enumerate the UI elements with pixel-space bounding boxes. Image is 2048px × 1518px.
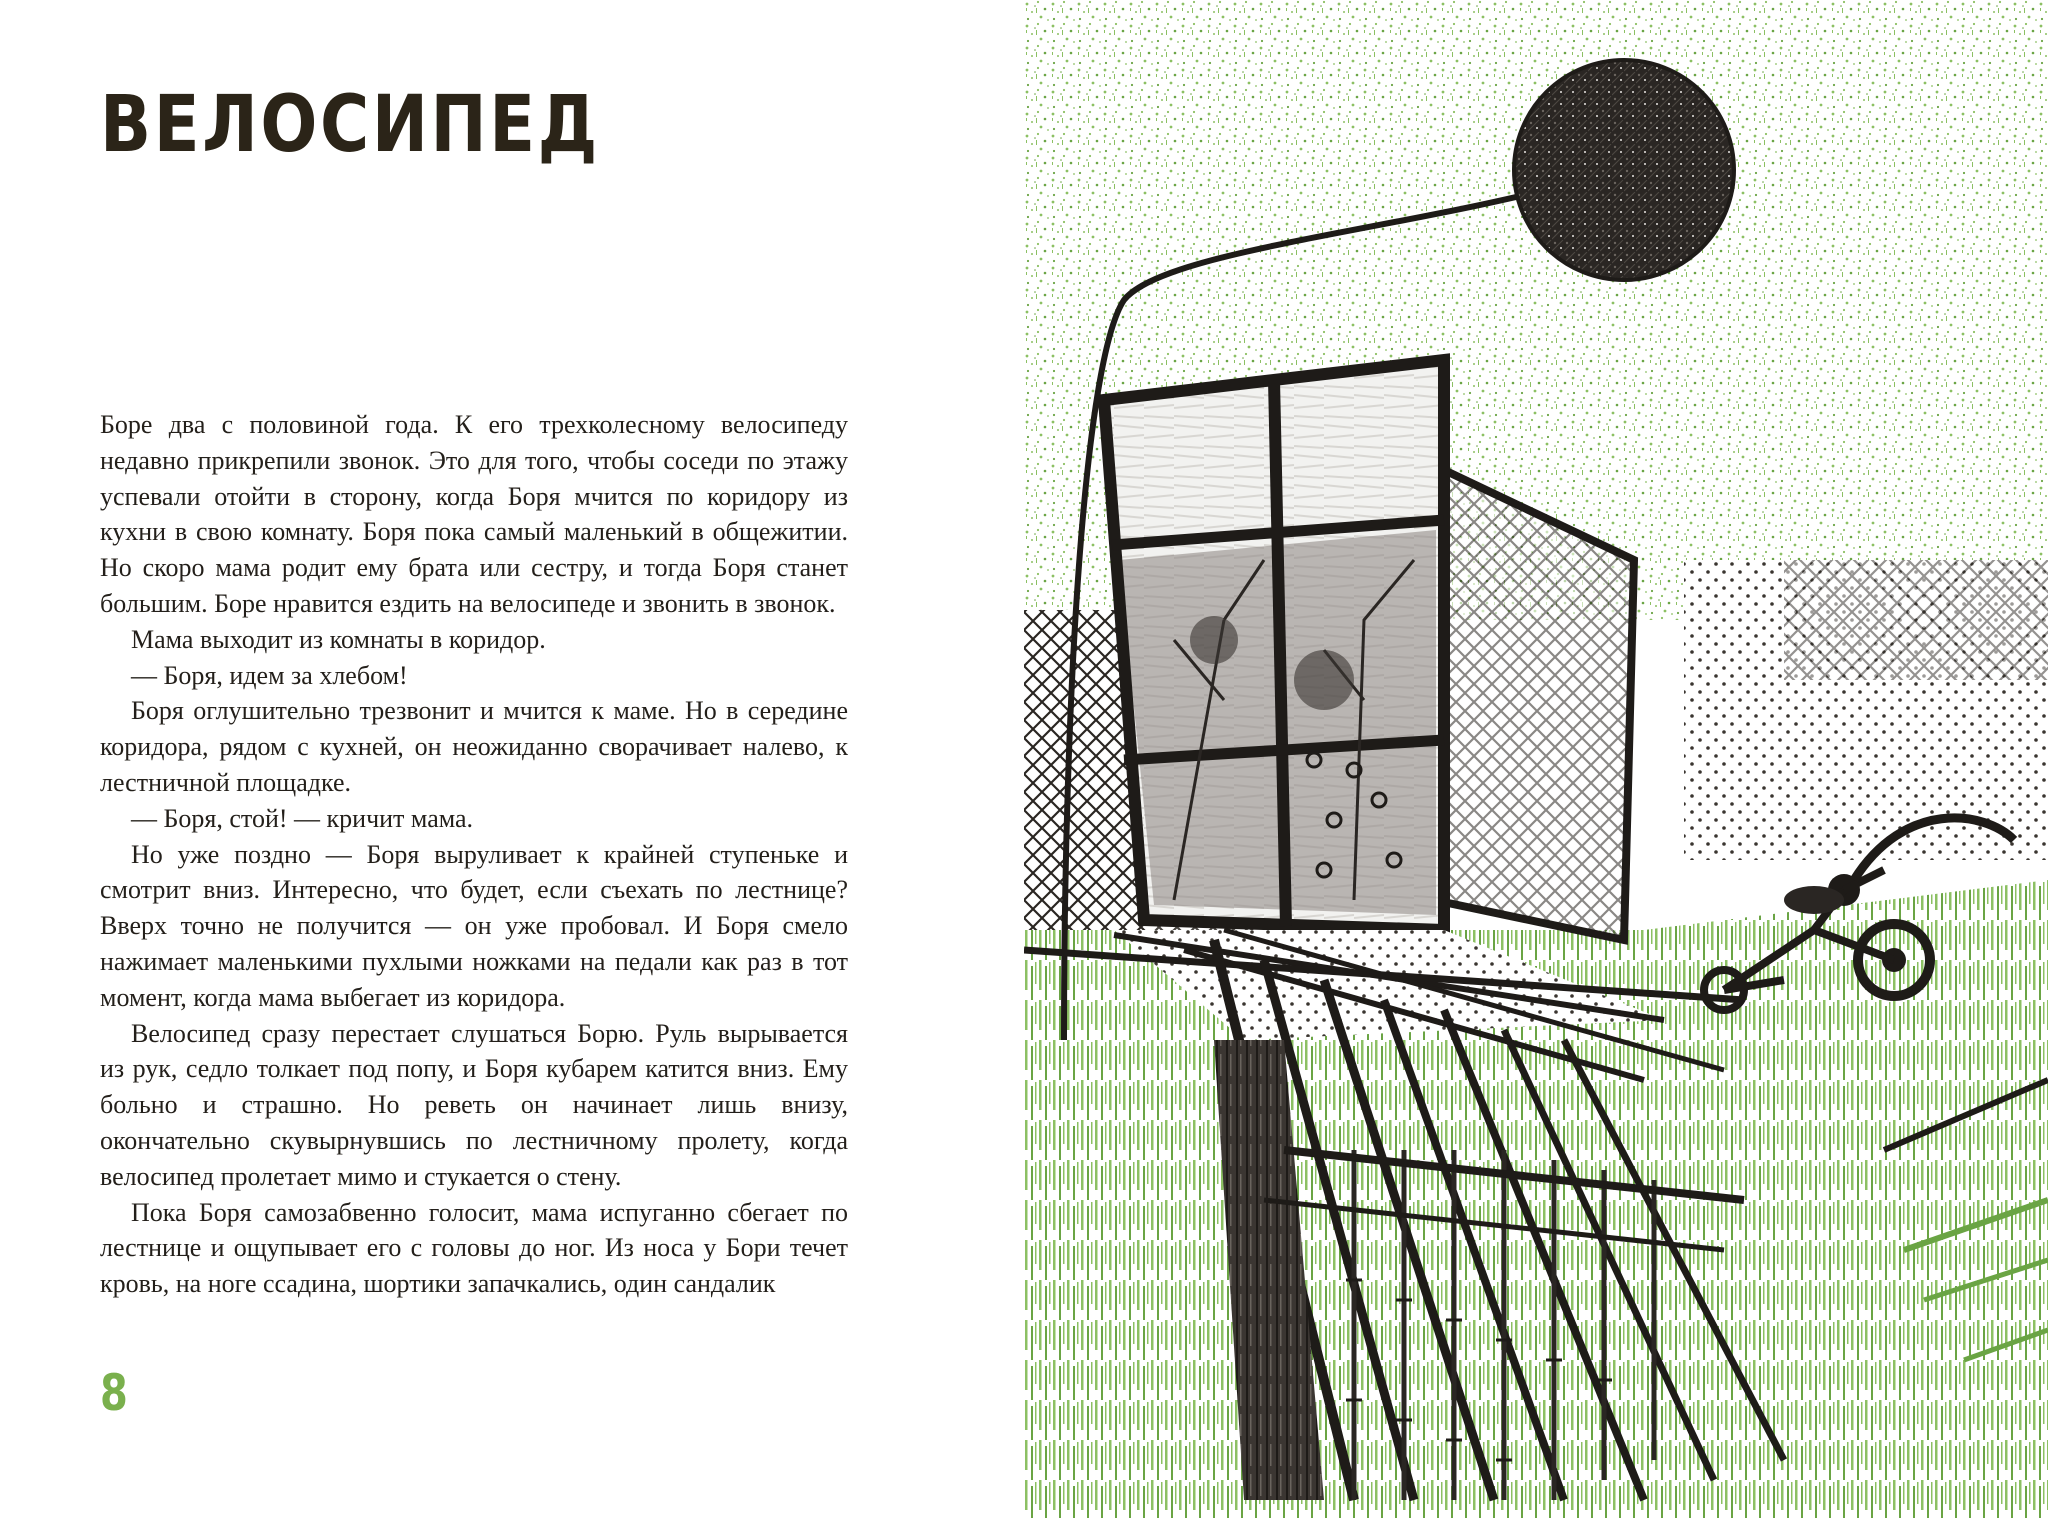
right-page (1024, 0, 2048, 1518)
stairwell-illustration (1024, 0, 2048, 1518)
dialogue-line: — Боря, стой! — кричит мама. (131, 803, 474, 833)
window (1104, 360, 1444, 930)
story-text (100, 407, 848, 1302)
paragraph: Боре два с половиной года. К его трехколесному велосипеду недавно прикрепили звонок. Это для того, чтобы соседи по этажу успевали отойти в сторону, когда Боря мчится по коридору из кухни в свою комнату. Боря пока самый маленький в общежитии. Но скоро мама родит ему брата или сестру, и тогда Боря станет большим. Боре нравится ездить на велосипеде и звонить в звонок. (100, 410, 848, 618)
paragraph: Велосипед сразу перестает слушаться Борю. Руль вырывается из рук, седло толкает под попу, и Боря кубарем катится вниз. Ему больно и страшно. Но реветь он начинает лишь внизу, окончательно скувырнувшись по лестничному пролету, когда велосипед пролетает мимо и стукается о стену. (100, 1018, 848, 1191)
illustration-drawing (1024, 0, 2048, 1518)
paragraph: Пока Боря самозабвенно голосит, мама испуганно сбегает по лестнице и ощупывает его с головы до ног. Из носа у Бори течет кровь, на ноге ссадина, шортики запачкались, один сандалик (100, 1197, 848, 1299)
paragraph: Боря оглушительно трезвонит и мчится к маме. Но в середине коридора, рядом с кухней, он неожиданно сворачивает налево, к лестничной площадке. (100, 696, 848, 797)
dialogue-line: — Боря, идем за хлебом! (131, 660, 408, 690)
page-number: 8 (100, 1364, 128, 1422)
paragraph: Мама выходит из комнаты в коридор. (131, 624, 546, 654)
paragraph: Но уже поздно — Боря выруливает к крайней ступеньке и смотрит вниз. Интересно, что будет, если съехать по лестнице? Вверх точно не получится — он уже пробовал. И Боря смело нажимает маленькими пухлыми ножками на педали как раз в тот момент, когда мама выбегает из коридора. (100, 839, 848, 1012)
chapter-title: ВЕЛОСИПЕД (100, 80, 600, 170)
